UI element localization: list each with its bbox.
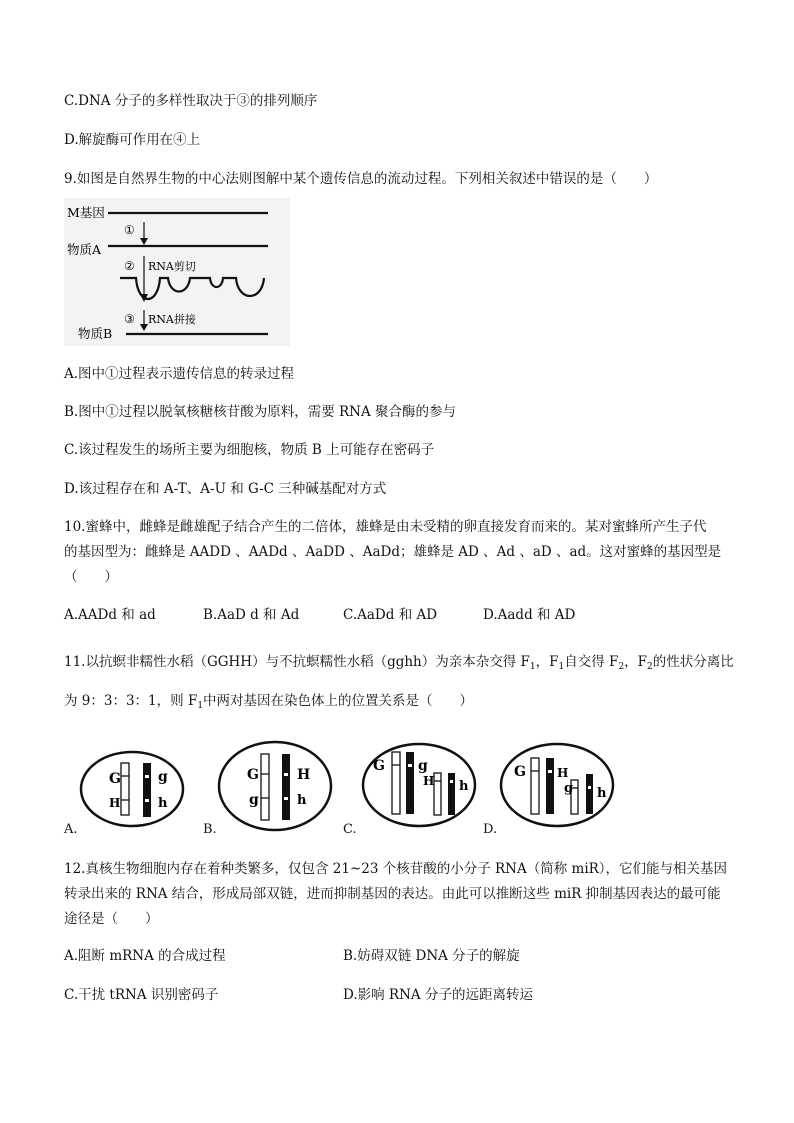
q9-label-substance-a: 物质A bbox=[67, 242, 102, 257]
q9-step3: ③ bbox=[124, 312, 135, 326]
q12-option-c: C.干扰 tRNA 识别密码子 bbox=[64, 987, 219, 1003]
q9-option-b: B.图中①过程以脱氧核糖核苷酸为原料，需要 RNA 聚合酶的参与 bbox=[64, 404, 457, 420]
q11-figure-a bbox=[78, 748, 188, 830]
q11-option-d-label: D. bbox=[483, 822, 498, 837]
svg-text:G: G bbox=[109, 771, 121, 787]
svg-text:H: H bbox=[423, 774, 435, 788]
q12-option-d: D.影响 RNA 分子的远距离转运 bbox=[343, 987, 533, 1003]
svg-text:h: h bbox=[459, 779, 469, 794]
svg-text:g: g bbox=[418, 758, 428, 774]
q9-stem: 9.如图是自然界生物的中心法则图解中某个遗传信息的流动过程。下列相关叙述中错误的是（ ） bbox=[64, 171, 658, 187]
q9-option-c: C.该过程发生的场所主要为细胞核，物质 B 上可能存在密码子 bbox=[64, 442, 435, 458]
q10-option-d: D.Aadd 和 AD bbox=[483, 607, 576, 623]
svg-text:h: h bbox=[597, 786, 607, 801]
q12-stem-line1: 12.真核生物细胞内存在着种类繁多，仅包含 21~23 个核苷酸的小分子 RNA（简称 miR），它们能与相关基因 bbox=[64, 861, 728, 877]
q12-stem-line2: 转录出来的 RNA 结合，形成局部双链，进而抑制基因的表达。由此可以推断这些 miR 抑制基因表达的最可能 bbox=[64, 886, 721, 902]
q10-option-c: C.AaDd 和 AD bbox=[343, 607, 438, 623]
q8-option-d: D.解旋酶可作用在④上 bbox=[64, 132, 201, 148]
q12-option-b: B.妨碍双链 DNA 分子的解旋 bbox=[343, 948, 520, 964]
svg-text:G: G bbox=[247, 767, 259, 783]
q9-diagram bbox=[64, 198, 290, 346]
q10-stem-line2: 的基因型为：雌蜂是 AADD 、AADd 、AaDD 、AaDd；雄蜂是 AD 、Ad 、aD 、ad。这对蜜蜂的基因型是 bbox=[64, 544, 722, 560]
svg-text:G: G bbox=[373, 758, 385, 774]
q11-figure-b bbox=[216, 738, 336, 836]
svg-text:g: g bbox=[249, 792, 259, 808]
svg-text:G: G bbox=[514, 764, 526, 780]
q10-option-b: B.AaD d 和 Ad bbox=[203, 607, 300, 623]
q9-option-d: D.该过程存在和 A-T、A-U 和 G-C 三种碱基配对方式 bbox=[64, 481, 387, 497]
q10-stem-line1: 10.蜜蜂中，雌蜂是雌雄配子结合产生的二倍体，雄蜂是由未受精的卵直接发育而来的。某对蜜蜂所产生子代 bbox=[64, 519, 707, 535]
q9-label-rna-cut: RNA剪切 bbox=[148, 260, 196, 273]
q9-label-gene: M基因 bbox=[67, 205, 105, 220]
q9-label-substance-b: 物质B bbox=[78, 326, 113, 341]
svg-text:h: h bbox=[297, 793, 307, 808]
q12-stem-line3: 途径是（ ） bbox=[64, 911, 159, 927]
q9-step2: ② bbox=[124, 259, 135, 273]
svg-text:H: H bbox=[557, 766, 569, 780]
q10-option-a: A.AADd 和 ad bbox=[64, 607, 156, 623]
svg-text:g: g bbox=[158, 769, 168, 785]
q8-option-c: C.DNA 分子的多样性取决于③的排列顺序 bbox=[64, 93, 318, 109]
q11-figure-c bbox=[360, 740, 480, 830]
q11-option-b-label: B. bbox=[203, 822, 217, 837]
q9-step1: ① bbox=[124, 223, 135, 237]
q10-stem-line3: （ ） bbox=[64, 569, 118, 585]
q11-stem-line1: 11.以抗螟非糯性水稻（GGHH）与不抗螟糯性水稻（gghh）为亲本杂交得 $F_1$，$F_1$自交得 $F_2$，$F_2$的性状分离比 bbox=[64, 654, 734, 672]
q11-option-a-label: A. bbox=[64, 822, 78, 837]
q11-stem-line2: 为 9：3：3：1，则 $F_1$中两对基因在染色体上的位置关系是（ ） bbox=[64, 693, 474, 711]
q11-figure-d bbox=[498, 740, 618, 830]
q9-option-a: A.图中①过程表示遗传信息的转录过程 bbox=[64, 366, 295, 382]
svg-text:H: H bbox=[109, 796, 121, 810]
q12-option-a: A.阻断 mRNA 的合成过程 bbox=[64, 948, 226, 964]
svg-text:H: H bbox=[297, 767, 311, 783]
q9-label-rna-splice: RNA拼接 bbox=[148, 313, 196, 326]
svg-text:h: h bbox=[158, 796, 168, 811]
svg-text:g: g bbox=[564, 781, 574, 796]
q11-option-c-label: C. bbox=[343, 822, 357, 837]
